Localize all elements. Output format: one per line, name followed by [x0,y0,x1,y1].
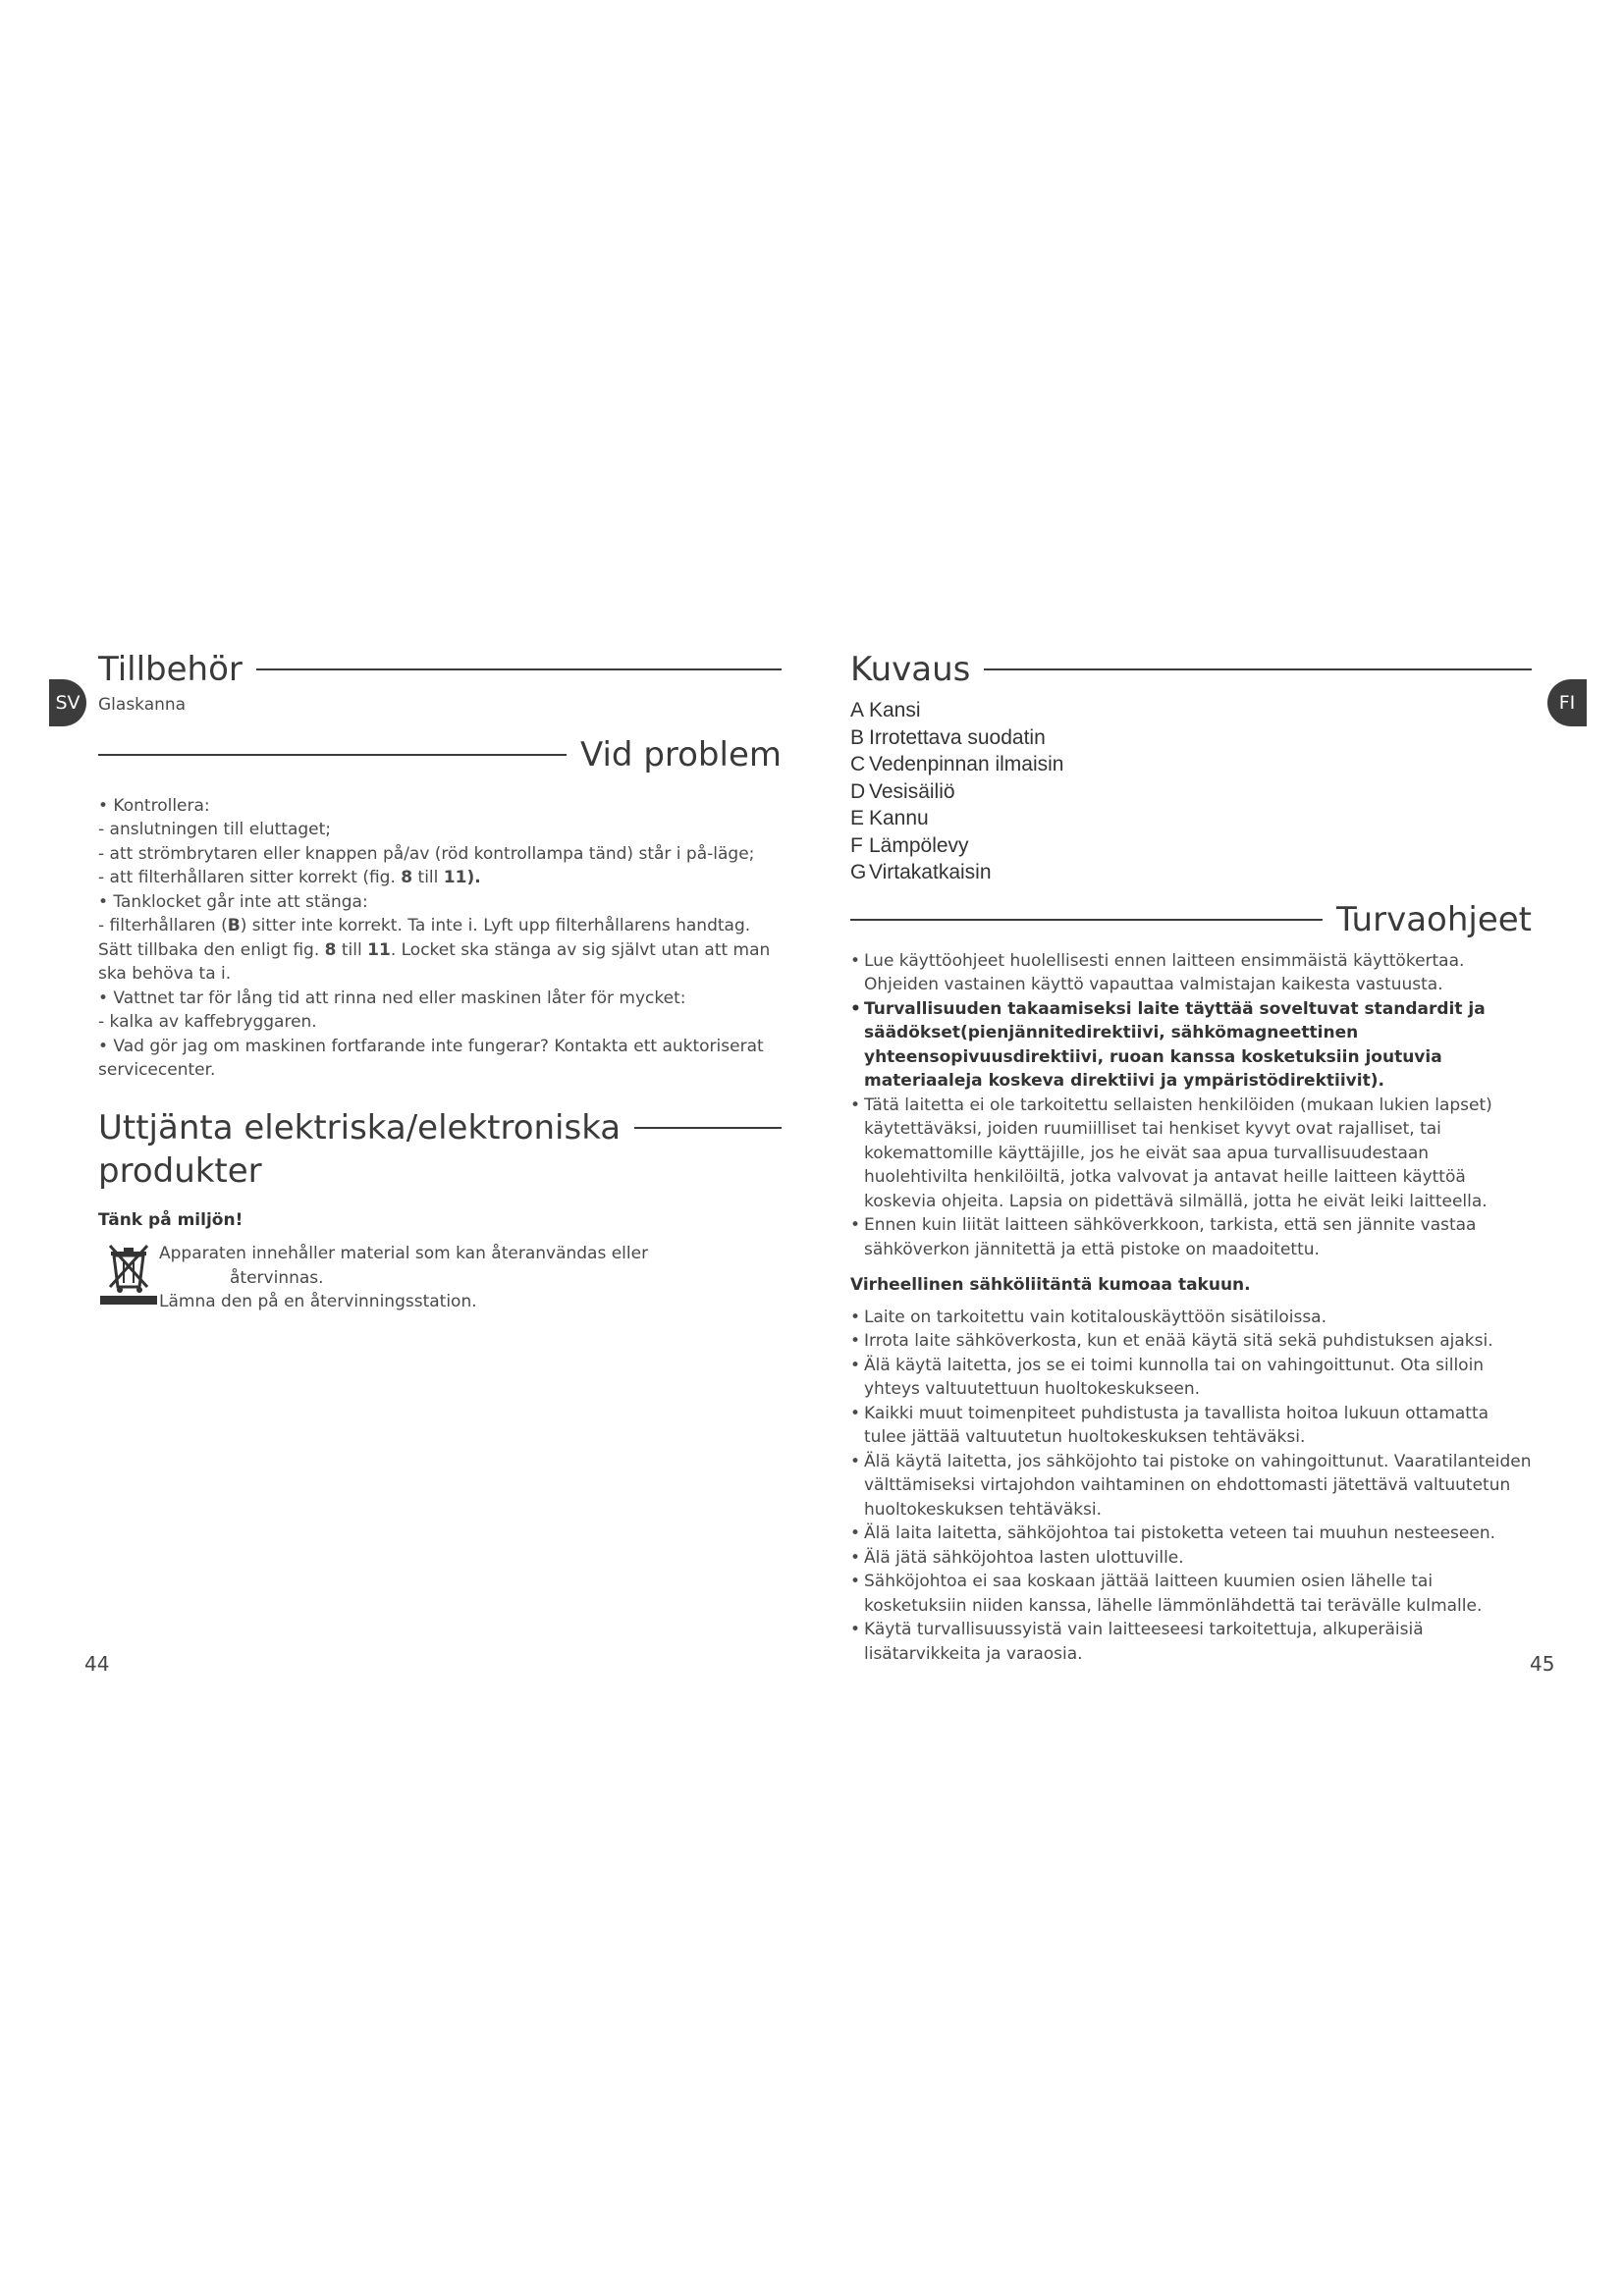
problems-line: - att filterhållaren sitter korrekt (fig. 8 till 11). [98,868,481,887]
heading-rule [984,668,1532,670]
problems-title: Vid problem [579,734,782,774]
safety-title: Turvaohjeet [1335,899,1532,939]
problems-heading-row [98,733,782,776]
problems-line: - filterhållaren (B) sitter inte korrekt. Ta inte i. Lyft upp filterhållarens handtag. Sätt tillbaka den enligt fig. 8 till 11. Locket ska stänga av sig självt utan att man ska behöva ta i. [98,916,771,984]
page-right-fi [850,648,1532,1666]
weee-line: Apparaten innehåller material som kan återanvändas eller [159,1244,649,1263]
safety-item: • Sähköjohtoa ei saa koskaan jättää laitteen kuumien osien lähelle tai kosketuksiin niiden kanssa, lähelle lämmönlähdettä tai terävälle kulmalle. [850,1570,1532,1618]
safety-item: • Irrota laite sähköverkosta, kun et enää käytä sitä sekä puhdistuksen ajaksi. [850,1329,1532,1354]
page-number-left: 44 [84,1652,110,1676]
weee-title-line1: Uttjänta elektriska/elektroniska [98,1107,622,1148]
parts-list-item: B Irrotettava suodatin [850,725,1046,749]
parts-list-item: F Lämpölevy [850,833,969,857]
heading-rule [98,754,567,756]
parts-list [850,697,1532,886]
weee-line: återvinnas. [230,1267,324,1288]
safety-item: • Kaikki muut toimenpiteet puhdistusta ja tavallista hoitoa lukuun ottamatta tulee jättää valtuutetun huoltokeskuksen tehtäväksi. [850,1402,1532,1450]
parts-list-item: G Virtakatkaisin [850,861,992,883]
page-number-right: 45 [1530,1652,1555,1676]
parts-list-item: C Vedenpinnan ilmaisin [850,753,1064,775]
safety-list-2 [850,1306,1532,1667]
heading-rule [634,1127,782,1129]
language-tab-fi: FI [1547,679,1587,726]
description-title: Kuvaus [850,650,971,689]
safety-item: • Turvallisuuden takaamiseksi laite täyttää soveltuvat standardit ja säädökset(pienjännitedirektiivi, sähkömagneettinen yhteensopivuusdirektiivi, ruoan kanssa kosketuksiin joutuvia materiaaleja koskeva direktiivi ja ympäristödirektiivit). [850,997,1532,1094]
problems-line: - kalka av kaffebryggaren. [98,1012,317,1032]
safety-item: • Tätä laitetta ei ole tarkoitettu sellaisten henkilöiden (mukaan lukien lapset) käytettäväksi, joiden ruumiilliset tai henkiset kyvyt ovat rajalliset, tai kokemattomille käyttäjille, jos he eivät saa apua turvallisuudestaan huolehtivilta henkilöiltä, jotka valvovat ja antavat heille laitteen käyttöä koskevia ohjeita. Lapsia on pidettävä silmällä, jotta he eivät leiki laitteella. [850,1094,1532,1214]
parts-list-item: A Kansi [850,699,921,721]
parts-list-item: E Kannu [850,807,929,829]
problems-text [98,794,782,1083]
safety-list-1 [850,949,1532,1262]
crossed-out-bin-icon [98,1242,159,1307]
page-left-sv [98,648,782,1314]
safety-item: • Laite on tarkoitettu vain kotitalouskäyttöön sisätiloissa. [850,1306,1532,1330]
problems-line: - anslutningen till eluttaget; [98,820,332,839]
accessories-title: Tillbehör [98,650,243,689]
safety-heading-row [850,898,1532,941]
accessories-item: Glaskanna [98,695,187,715]
weee-subtitle: Tänk på miljön! [98,1209,244,1230]
safety-item: • Älä käytä laitetta, jos sähköjohto tai pistoke on vahingoittunut. Vaaratilanteiden välttämiseksi virtajohdon vaihtaminen on ehdottomasti jätettävä valtuutetun huoltokeskuksen tehtäväksi. [850,1450,1532,1522]
safety-item: • Älä laita laitetta, sähköjohtoa tai pistoketta veteen tai muuhun nesteeseen. [850,1522,1532,1546]
language-tab-sv: SV [49,679,86,726]
safety-item: • Ennen kuin liität laitteen sähköverkkoon, tarkista, että sen jännite vastaa sähköverkon jännitettä ja että pistoke on maadoitettu. [850,1213,1532,1261]
safety-item: • Älä käytä laitetta, jos se ei toimi kunnolla tai on vahingoittunut. Ota silloin yhteys valtuutettuun huoltokeskukseen. [850,1354,1532,1402]
weee-text [159,1242,648,1314]
problems-line: • Tanklocket går inte att stänga: [98,891,368,912]
problems-line: • Kontrollera: [98,795,210,816]
description-heading-row [850,648,1532,691]
safety-item: • Älä jätä sähköjohtoa lasten ulottuville. [850,1546,1532,1571]
weee-block [98,1242,782,1314]
warranty-warning: Virheellinen sähköliitäntä kumoaa takuun. [850,1275,1251,1295]
problems-line: - att strömbrytaren eller knappen på/av (röd kontrollampa tänd) står i på-läge; [98,843,755,864]
accessories-heading-row [98,648,782,691]
safety-item: • Lue käyttöohjeet huolellisesti ennen laitteen ensimmäistä käyttökertaa. Ohjeiden vastainen käyttö vapauttaa valmistajan kaikesta vastuusta. [850,949,1532,997]
heading-rule [256,668,782,670]
weee-title-line2: produkter [98,1150,262,1191]
safety-item: • Käytä turvallisuussyistä vain laitteeseesi tarkoitettuja, alkuperäisiä lisätarvikkeita ja varaosia. [850,1618,1532,1666]
weee-line: Lämna den på en återvinningsstation. [159,1292,477,1311]
weee-heading [98,1106,782,1193]
problems-line: • Vad gör jag om maskinen fortfarande inte fungerar? Kontakta ett auktoriserat servicecenter. [98,1036,764,1080]
weee-heading-row [98,1106,782,1149]
heading-rule [850,919,1323,921]
problems-line: • Vattnet tar för lång tid att rinna ned eller maskinen låter för mycket: [98,988,686,1008]
parts-list-item: D Vesisäiliö [850,779,955,803]
